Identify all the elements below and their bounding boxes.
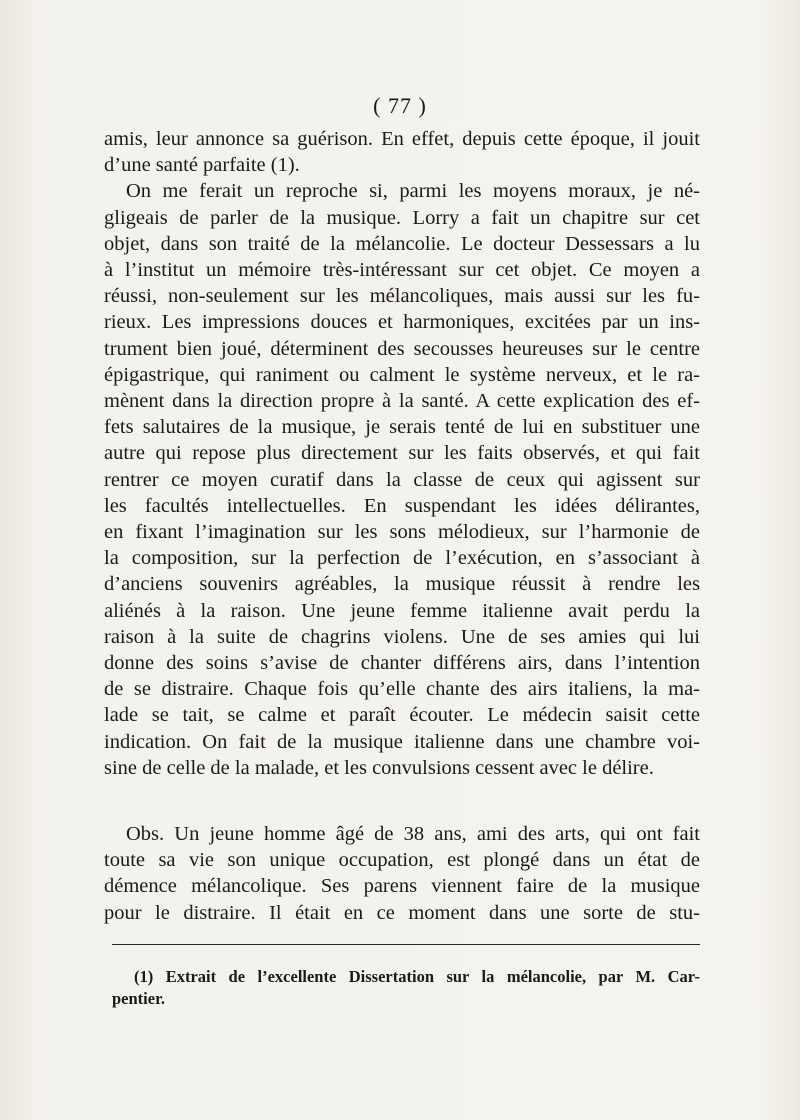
footnote-line: (1) Extrait de l’excellente Dissertation sur la mélancolie, par M. Car- bbox=[134, 967, 700, 986]
text-line: épigastrique, qui raniment ou calment le système nerveux, et le ra- bbox=[104, 363, 700, 386]
text-line: sine de celle de la malade, et les convulsions cessent avec le délire. bbox=[104, 756, 654, 779]
text-line: trument bien joué, déterminent des secousses heureuses sur le centre bbox=[104, 337, 700, 360]
text-line: les facultés intellectuelles. En suspendant les idées délirantes, bbox=[104, 494, 700, 517]
text-line: à l’institut un mémoire très-intéressant sur cet objet. Ce moyen a bbox=[104, 259, 700, 282]
footnote-line: pentier. bbox=[112, 989, 166, 1008]
text-line: de se distraire. Chaque fois qu’elle chante des airs italiens, la ma- bbox=[104, 678, 700, 701]
text-line: On me ferait un reproche si, parmi les moyens moraux, je né- bbox=[126, 180, 700, 203]
text-line: d’une santé parfaite (1). bbox=[104, 154, 300, 177]
text-line: rentrer ce moyen curatif dans la classe de ceux qui agissent sur bbox=[104, 468, 700, 491]
obs-line: toute sa vie son unique occupation, est plongé dans un état de bbox=[104, 849, 700, 872]
footnote bbox=[112, 966, 700, 1010]
obs-line: pour le distraire. Il était en ce moment dans une sorte de stu- bbox=[104, 901, 700, 924]
text-line: donne des soins s’avise de chanter différens airs, dans l’intention bbox=[104, 652, 700, 675]
text-line: fets salutaires de la musique, je serais tenté de lui en substituer une bbox=[104, 416, 700, 439]
paragraph-gap bbox=[104, 781, 700, 821]
page-number: ( 77 ) bbox=[373, 93, 427, 118]
text-line: aliénés à la raison. Une jeune femme italienne avait perdu la bbox=[104, 599, 700, 622]
text-line: lade se tait, se calme et paraît écouter. Le médecin saisit cette bbox=[104, 704, 700, 727]
text-line: autre qui repose plus directement sur les faits observés, et qui fait bbox=[104, 442, 700, 465]
footnote-divider bbox=[112, 944, 700, 945]
text-line: rieux. Les impressions douces et harmoniques, excitées par un ins- bbox=[104, 311, 700, 334]
text-line: objet, dans son traité de la mélancolie. Le docteur Dessessars a lu bbox=[104, 232, 700, 255]
text-line: en fixant l’imagination sur les sons mélodieux, sur l’harmonie de bbox=[104, 521, 700, 544]
text-line: gligeais de parler de la musique. Lorry a fait un chapitre sur cet bbox=[104, 206, 700, 229]
text-line: d’anciens souvenirs agréables, la musique réussit à rendre les bbox=[104, 573, 700, 596]
text-line: réussi, non-seulement sur les mélancoliques, mais aussi sur les fu- bbox=[104, 285, 700, 308]
text-line: raison à la suite de chagrins violens. Une de ses amies qui lui bbox=[104, 625, 700, 648]
obs-line: démence mélancolique. Ses parens viennent faire de la musique bbox=[104, 875, 700, 898]
text-line: amis, leur annonce sa guérison. En effet, depuis cette époque, il jouit bbox=[104, 128, 700, 150]
text-line: indication. On fait de la musique italienne dans une chambre voi- bbox=[104, 730, 700, 753]
text-line: la composition, sur la perfection de l’exécution, en s’associant à bbox=[104, 547, 700, 570]
text-line: mènent dans la direction propre à la santé. A cette explication des ef- bbox=[104, 390, 700, 413]
body-text bbox=[104, 126, 700, 926]
obs-line: Obs. Un jeune homme âgé de 38 ans, ami des arts, qui ont fait bbox=[126, 823, 700, 846]
